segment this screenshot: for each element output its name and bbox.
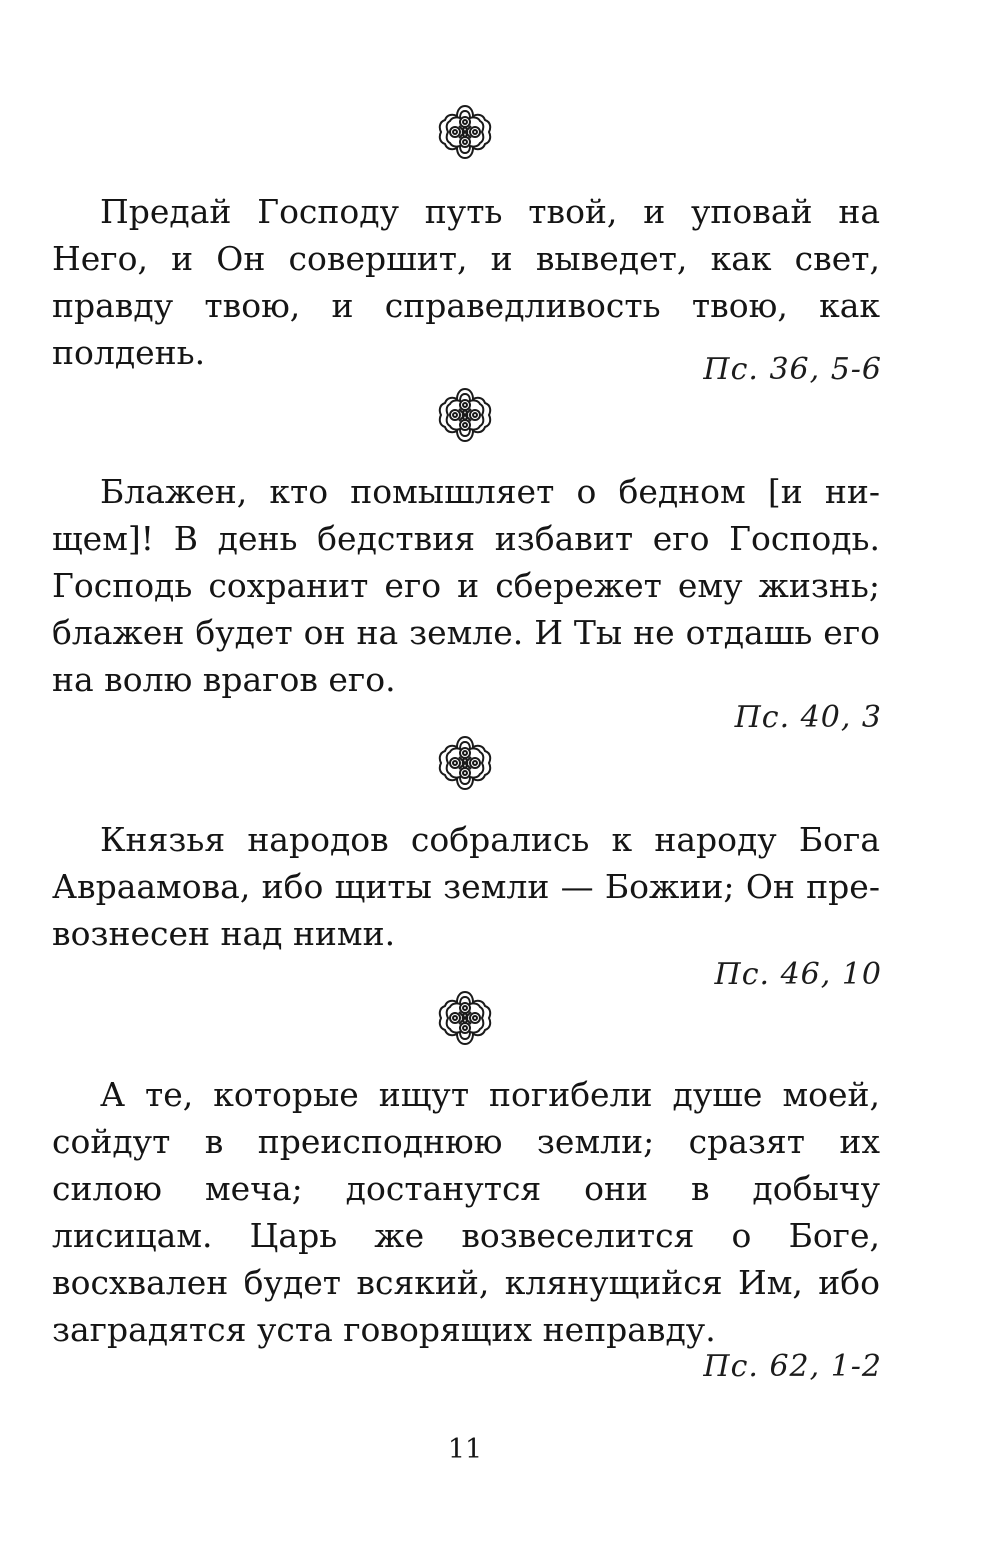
passage-3-text: Князья народов собрались к народу Бога Авраамова, ибо щиты земли — Божии; Он превознесен над ними.	[52, 820, 880, 953]
knot-ornament-icon	[435, 102, 495, 162]
passage-2-reference: Пс. 40, 3	[734, 700, 882, 735]
knot-ornament-icon	[435, 733, 495, 793]
knot-ornament-icon	[435, 988, 495, 1048]
passage-1-reference: Пс. 36, 5-6	[703, 352, 882, 387]
knot-ornament-icon	[435, 385, 495, 445]
passage-1-text: Предай Господу путь твой, и уповай на Него, и Он совершит, и выведет, как свет, правду твою, и справедливость твою, как полдень.	[52, 192, 880, 372]
passage-3-reference: Пс. 46, 10	[714, 957, 882, 992]
passage-2-text: Блажен, кто помышляет о бедном [и нищем]! В день бедствия избавит его Господь. Господь сохранит его и сбережет ему жизнь; блажен будет он на земле. И Ты не отдашь его на волю врагов его.	[52, 472, 880, 699]
page-number: 11	[447, 1434, 483, 1465]
passage-4-text: А те, которые ищут погибели душе моей, сойдут в преисподнюю земли; сразят их силою меча; достанутся они в добычу лисицам. Царь же возвеселится о Боге, восхвален будет всякий, клянущийся Им, ибо заградятся уста говорящих неправду.	[52, 1075, 880, 1349]
passage-4-reference: Пс. 62, 1-2	[703, 1349, 882, 1384]
